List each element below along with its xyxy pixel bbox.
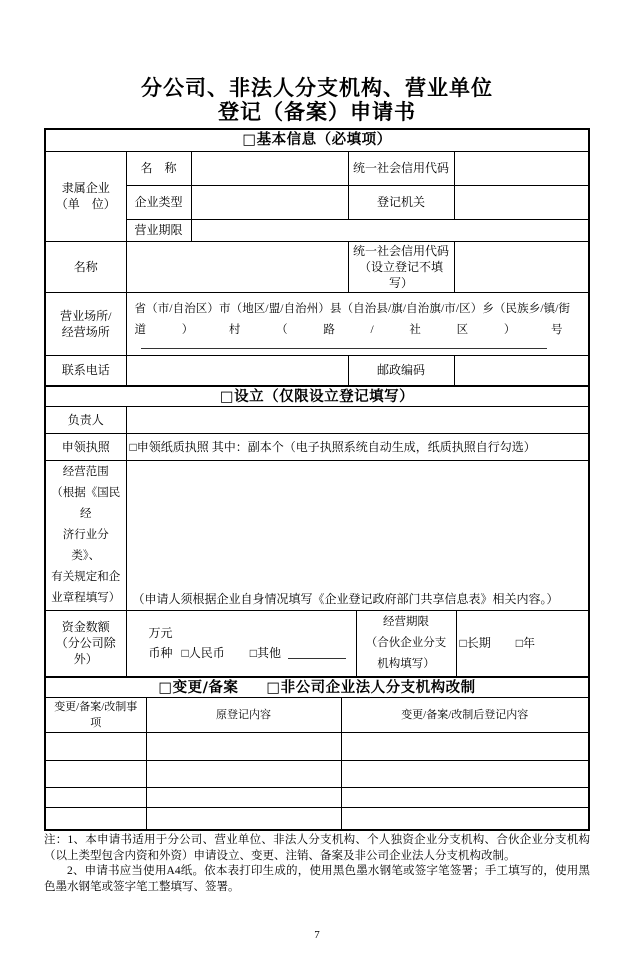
footnotes <box>44 833 590 895</box>
table-row <box>46 433 588 460</box>
premises-token: 社 <box>409 324 421 336</box>
note-2: 2、申请书应当使用A4纸。依本表打印生成的，使用黑色墨水钢笔或签字笔签署；手工填写的，使用黑色墨水钢笔或签字笔工整填写、签署。 <box>44 865 590 893</box>
parent-uscc-label: 统一社会信用代码 <box>348 152 454 185</box>
table-row <box>46 610 588 676</box>
basic-info-table <box>46 152 588 385</box>
business-scope-note: （申请人须根据企业自身情况填写《企业登记政府部门共享信息表》相关内容。） <box>132 591 559 606</box>
parent-company-label <box>46 152 126 241</box>
checkbox-long-term[interactable]: □长期 <box>459 636 491 650</box>
page-number: 7 <box>314 929 320 941</box>
modification-item-input[interactable] <box>46 807 146 829</box>
column-header-item: 变更/备案/改制事项 <box>46 698 146 733</box>
capital-label-line1: 资金数额 <box>61 620 110 634</box>
table-row <box>46 152 588 185</box>
scope-label-line: 济行业分类》、 <box>62 528 109 562</box>
checkbox-other-currency[interactable]: □其他 <box>249 646 282 660</box>
capital-label-line2: （分公司除外） <box>55 636 116 666</box>
original-content-input[interactable] <box>146 760 341 787</box>
term-label-line: （合伙企业分支 <box>365 636 447 649</box>
term-label-line: 经营期限 <box>383 615 429 628</box>
table-row <box>46 355 588 385</box>
business-term-input[interactable] <box>191 219 588 241</box>
section-header-modification[interactable] <box>46 676 588 698</box>
enterprise-type-label: 企业类型 <box>126 185 191 219</box>
note-1: 注：1、本申请书适用于分公司、营业单位、非法人分支机构、个人独资企业分支机构、合伙企业分支机构（以上类型包含内资和外资）申请设立、变更、注销、备案及非公司企业法人分支机构改制。 <box>44 834 590 862</box>
table-row <box>46 787 588 807</box>
column-header-original: 原登记内容 <box>146 698 341 733</box>
table-row <box>46 760 588 787</box>
modification-item-input[interactable] <box>46 787 146 807</box>
checkbox-restructuring[interactable]: □非公司企业法人分支机构改制 <box>266 679 476 696</box>
premises-token: 村 <box>228 324 241 336</box>
operating-term-label <box>356 610 456 676</box>
license-checkbox-option[interactable]: □申领纸质执照 其中：副本个（电子执照系统自动生成，纸质执照自行勾选） <box>126 433 588 460</box>
term-label-line: 机构填写） <box>377 657 435 670</box>
after-content-input[interactable] <box>341 787 588 807</box>
scope-label-line: 有关规定和企 <box>51 570 121 583</box>
checkbox-years[interactable]: □年 <box>515 636 535 650</box>
premises-token: 区 <box>456 324 469 336</box>
scope-label-line: 经营范围 <box>62 465 109 478</box>
table-row <box>46 807 588 829</box>
currency-label: 币种 <box>148 646 173 660</box>
enterprise-type-input[interactable] <box>191 185 348 219</box>
capital-amount-label <box>46 610 126 676</box>
premises-token: （ <box>276 324 288 336</box>
page-title <box>0 76 634 124</box>
branch-uscc-label <box>348 241 454 292</box>
column-header-after: 变更/备案/改制后登记内容 <box>341 698 588 733</box>
premises-label-line2: 经营场所 <box>61 324 110 339</box>
checkbox-modification-filing[interactable]: □变更/备案 <box>158 679 239 696</box>
modification-table <box>46 698 588 830</box>
premises-label-line1: 营业场所/ <box>60 308 112 323</box>
parent-company-label-line2: （单 位） <box>55 197 116 212</box>
table-row <box>46 241 588 292</box>
postcode-input[interactable] <box>454 355 588 385</box>
premises-template-line2 <box>135 320 567 341</box>
parent-company-label-line1: 隶属企业 <box>61 181 110 196</box>
scope-label-line: 业章程填写） <box>51 591 121 604</box>
parent-uscc-input[interactable] <box>454 152 588 185</box>
license-label: 申领执照 <box>46 433 126 460</box>
original-content-input[interactable] <box>146 807 341 829</box>
parent-name-label: 名 称 <box>126 152 191 185</box>
after-content-input[interactable] <box>341 807 588 829</box>
premises-label <box>46 292 126 355</box>
registration-authority-input[interactable] <box>454 185 588 219</box>
table-row <box>46 185 588 219</box>
checkbox-rmb[interactable]: □人民币 <box>181 646 225 660</box>
capital-unit-label: 万元 <box>148 626 173 640</box>
premises-token: 号 <box>551 324 563 336</box>
other-currency-fill-blank[interactable] <box>288 658 346 659</box>
branch-uscc-label-line2: （设立登记不填写） <box>358 259 443 290</box>
premises-token: ） <box>503 324 516 336</box>
establishment-table <box>46 407 588 676</box>
table-row <box>46 219 588 241</box>
original-content-input[interactable] <box>146 732 341 760</box>
leader-label: 负责人 <box>46 407 126 433</box>
form-page <box>0 76 634 974</box>
postcode-label: 邮政编码 <box>348 355 454 385</box>
branch-name-label: 名称 <box>46 241 126 292</box>
premises-token: 路 <box>323 324 335 336</box>
table-row <box>46 407 588 433</box>
branch-uscc-label-line1: 统一社会信用代码 <box>352 243 449 258</box>
branch-name-input[interactable] <box>126 241 348 292</box>
premises-address-input[interactable] <box>126 292 588 355</box>
scope-label-line: （根据《国民经 <box>51 486 121 520</box>
branch-uscc-input[interactable] <box>454 241 588 292</box>
after-content-input[interactable] <box>341 732 588 760</box>
modification-item-input[interactable] <box>46 732 146 760</box>
business-scope-input[interactable] <box>126 460 588 610</box>
original-content-input[interactable] <box>146 787 341 807</box>
premises-fill-blank[interactable] <box>141 348 547 349</box>
premises-token: / <box>370 324 374 336</box>
business-scope-label <box>46 460 126 610</box>
phone-input[interactable] <box>126 355 348 385</box>
title-line2: 登记（备案）申请书 <box>218 100 416 124</box>
title-line1: 分公司、非法人分支机构、营业单位 <box>141 76 493 100</box>
operating-term-options <box>456 610 588 676</box>
registration-authority-label: 登记机关 <box>348 185 454 219</box>
table-row <box>46 292 588 355</box>
premises-template-line1: 省（市/自治区）市（地区/盟/自治州）县（自治县/旗/自治旗/市/区）乡（民族乡/镇/街 <box>134 303 571 315</box>
capital-amount-input[interactable] <box>126 610 356 676</box>
table-row <box>46 460 588 610</box>
modification-item-input[interactable] <box>46 760 146 787</box>
table-row <box>46 732 588 760</box>
parent-name-input[interactable] <box>191 152 348 185</box>
leader-input[interactable] <box>126 407 588 433</box>
phone-label: 联系电话 <box>46 355 126 385</box>
section-header-establishment[interactable]: □设立（仅限设立登记填写） <box>46 385 588 407</box>
section-header-basic-info[interactable]: □基本信息（必填项） <box>46 130 588 152</box>
after-content-input[interactable] <box>341 760 588 787</box>
premises-token: 道 <box>134 324 146 336</box>
application-form-table <box>44 128 590 831</box>
table-header-row <box>46 698 588 733</box>
business-term-label: 营业期限 <box>126 219 191 241</box>
premises-token: ） <box>181 324 194 336</box>
